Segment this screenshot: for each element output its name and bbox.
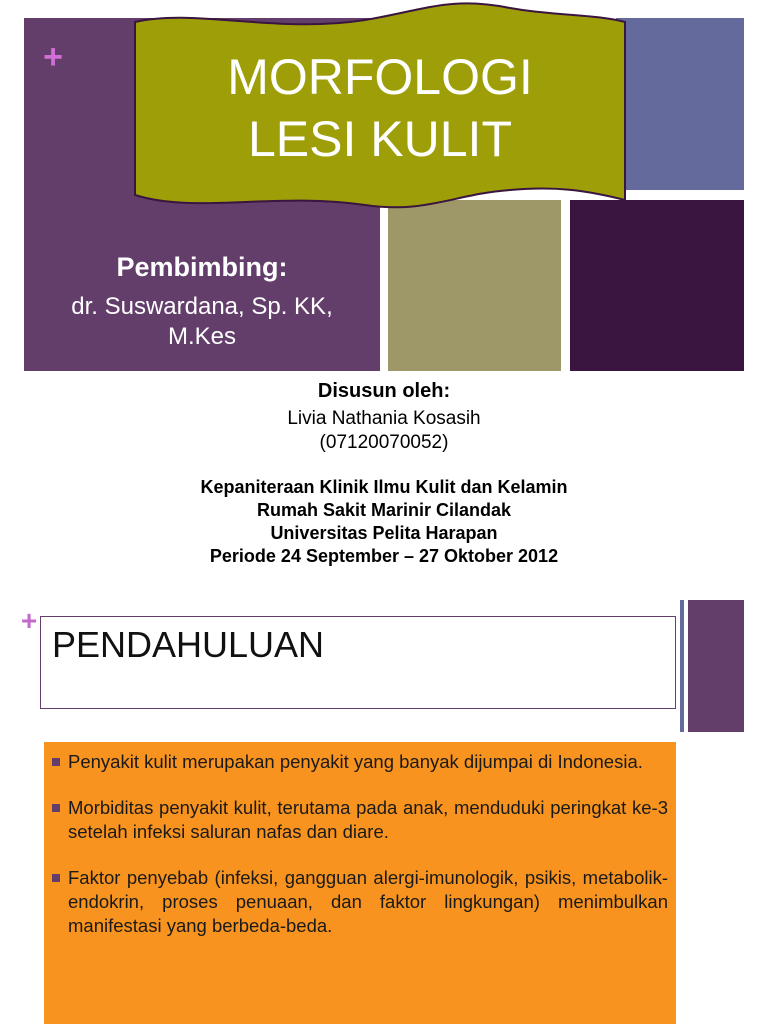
square-bullet-icon xyxy=(52,874,60,882)
institution-line: Periode 24 September – 27 Oktober 2012 xyxy=(209,546,559,566)
pembimbing-name xyxy=(24,292,380,352)
institution-line: Kepaniteraan Klinik Ilmu Kulit dan Kelamin xyxy=(200,477,568,497)
section-title: PENDAHULUAN xyxy=(52,624,325,665)
author-nim: (07120070052) xyxy=(319,432,449,453)
list-item-text: Penyakit kulit merupakan penyakit yang banyak dijumpai di Indonesia. xyxy=(68,751,643,772)
blue-tile xyxy=(616,18,744,190)
plus-icon: + xyxy=(43,38,63,76)
list-item-text: Faktor penyebab (infeksi, gangguan alergi-imunologik, psikis, metabolik-endokrin, proses penuaan, dan faktor lingkungan) menimbulkan manifestasi yang berbeda-beda. xyxy=(68,867,668,936)
content-slide xyxy=(0,592,768,1024)
square-bullet-icon xyxy=(52,758,60,766)
dark-purple-tile xyxy=(570,200,744,371)
list-item xyxy=(52,866,668,938)
accent-line xyxy=(680,600,684,732)
pembimbing-label: Pembimbing: xyxy=(116,252,288,282)
slide-title-line-2: LESI KULIT xyxy=(248,111,512,167)
plus-icon: + xyxy=(20,605,38,636)
institution-line: Rumah Sakit Marinir Cilandak xyxy=(256,500,512,520)
list-item xyxy=(52,750,668,774)
institution-block xyxy=(0,476,768,568)
title-slide xyxy=(0,0,768,372)
author-name: Livia Nathania Kosasih xyxy=(287,408,481,429)
pembimbing-name-line-2: M.Kes xyxy=(167,323,236,350)
list-item xyxy=(52,796,668,844)
square-bullet-icon xyxy=(52,804,60,812)
slide-title xyxy=(160,46,600,170)
slide-title-line-1: MORFOLOGI xyxy=(227,49,533,105)
olive-tile xyxy=(388,200,561,371)
content-body xyxy=(44,742,676,1024)
pembimbing-name-line-1: dr. Suswardana, Sp. KK, xyxy=(71,293,333,320)
accent-bar xyxy=(688,600,744,732)
institution-line: Universitas Pelita Harapan xyxy=(270,523,498,543)
disusun-label: Disusun oleh: xyxy=(317,380,451,402)
list-item-text: Morbiditas penyakit kulit, terutama pada anak, menduduki peringkat ke-3 setelah infeksi saluran nafas dan diare. xyxy=(68,797,668,842)
